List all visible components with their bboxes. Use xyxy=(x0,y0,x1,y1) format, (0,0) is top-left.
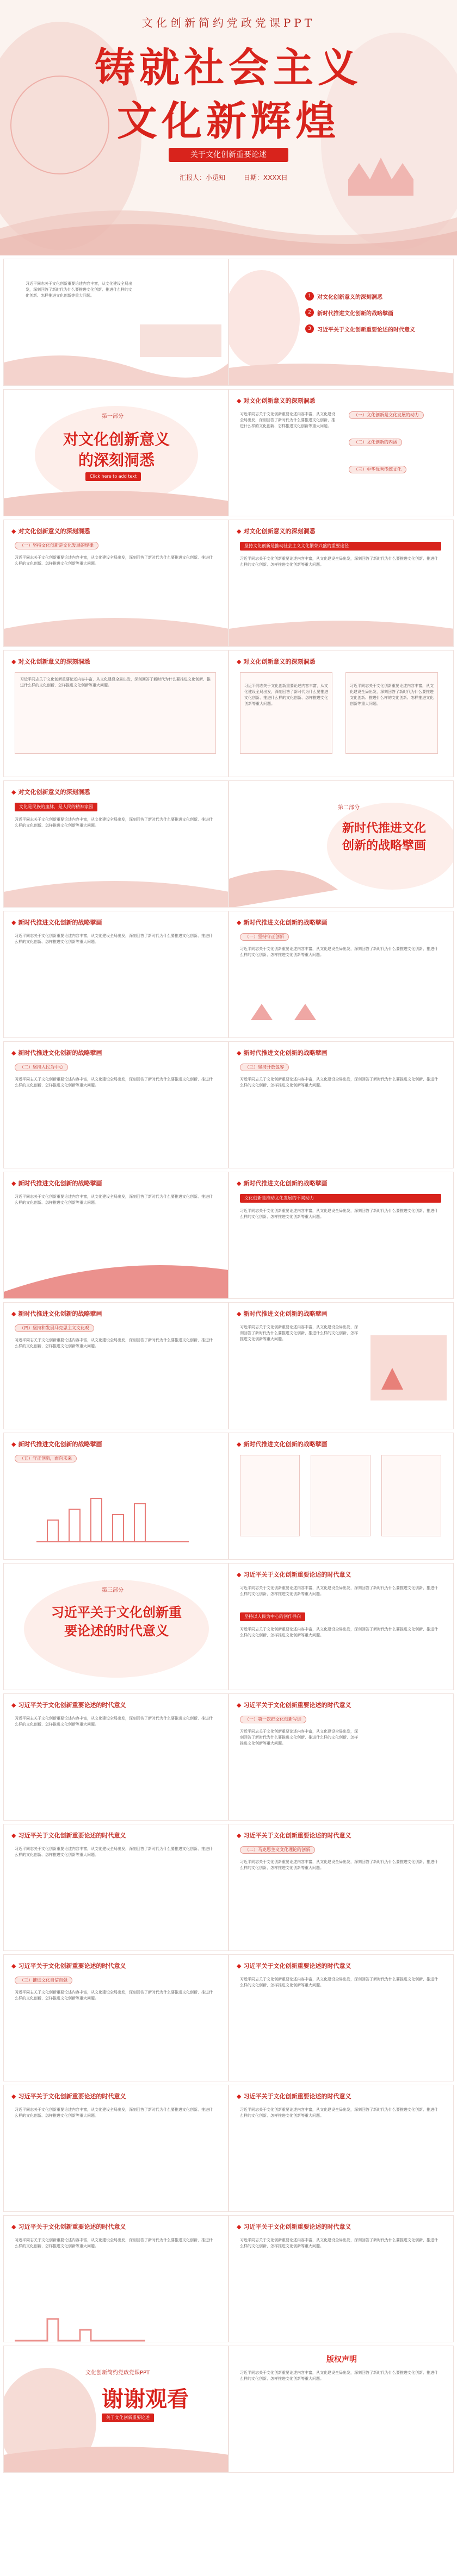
slide-2-1 xyxy=(3,911,228,1038)
slide-header: ◆ 新时代推进文化创新的战略擘画 xyxy=(237,1048,327,1057)
slide-3-3 xyxy=(228,1693,454,1821)
slide-3-8 xyxy=(3,2085,228,2212)
slide-pill: （三）推进文化自信自强 xyxy=(15,1977,72,1984)
slide-header: ◆ 习近平关于文化创新重要论述的时代意义 xyxy=(237,1831,351,1840)
slide-header: ◆ 新时代推进文化创新的战略擘画 xyxy=(237,1179,327,1187)
toc-num-2: 2 xyxy=(305,308,314,317)
slide-paragraph: 习近平同志关于文化创新重要论述内容丰富，从文化建设全局出发，深刻回答了新时代为什么要推进文化创新、推进什么样的文化创新、怎样推进文化创新等重大问题。 xyxy=(15,2238,213,2248)
slide-part3 xyxy=(3,1563,228,1690)
slide-redbar: 坚持以人民为中心的创作导向 xyxy=(240,1612,305,1621)
slide-paragraph: 习近平同志关于文化创新重要论述内容丰富，从文化建设全局出发，深刻回答了新时代为什么要推进文化创新、推进什么样的文化创新、怎样推进文化创新等重大问题。 xyxy=(240,1627,438,1637)
thanks-tag: 关于文化创新重要论述 xyxy=(102,2414,154,2422)
slide-paragraph: 习近平同志关于文化创新重要论述内容丰富，从文化建设全局出发，深刻回答了新时代为什么要推进文化创新、推进什么样的文化创新、怎样推进文化创新等重大问题。 xyxy=(240,1586,438,1596)
slide-thanks xyxy=(3,2346,228,2473)
toc-item-3[interactable]: 习近平关于文化创新重要论述的时代意义 xyxy=(317,327,415,333)
part1-title1: 对文化创新意义 xyxy=(63,430,170,448)
slide-paragraph: 习近平同志关于文化创新重要论述内容丰富，从文化建设全局出发，深刻回答了新时代为什么要推进文化创新、推进什么样的文化创新、怎样推进文化创新等重大问题。 xyxy=(240,1325,358,1341)
slide-header: ◆ 习近平关于文化创新重要论述的时代意义 xyxy=(11,1961,126,1970)
slide-header: ◆ 习近平关于文化创新重要论述的时代意义 xyxy=(237,1700,351,1709)
slide-header: ◆ 对文化创新意义的深刻洞悉 xyxy=(11,527,90,535)
content-box xyxy=(240,1455,300,1536)
slide-1-4 xyxy=(3,650,228,777)
slide-1-5 xyxy=(228,650,454,777)
slide-paragraph: 习近平同志关于文化创新重要论述内容丰富，从文化建设全局出发，深刻回答了新时代为什么要推进文化创新、推进什么样的文化创新、怎样推进文化创新等重大问题。 xyxy=(240,412,335,428)
slide-2-10 xyxy=(228,1433,454,1560)
slide-3-11 xyxy=(228,2215,454,2342)
slide-2-9 xyxy=(3,1433,228,1560)
slide-1-2 xyxy=(3,520,228,647)
intro-paragraph: 习近平同志关于文化创新重要论述内容丰富，从文化建设全局出发，深刻回答了新时代为什么要推进文化创新、推进什么样的文化创新、怎样推进文化创新等重大问题。 xyxy=(26,282,132,298)
slide-paragraph: 习近平同志关于文化创新重要论述内容丰富，从文化建设全局出发，深刻回答了新时代为什么要推进文化创新、推进什么样的文化创新、怎样推进文化创新等重大问题。 xyxy=(15,817,213,828)
part3-title1: 习近平关于文化创新重 xyxy=(51,1604,182,1620)
slide-pill: （二）马克思主义文化理论的创新 xyxy=(240,1846,315,1854)
slide-header: ◆ 习近平关于文化创新重要论述的时代意义 xyxy=(237,2092,351,2100)
cover-title-line2: 文化新辉煌 xyxy=(117,98,340,145)
slide-header: ◆ 习近平关于文化创新重要论述的时代意义 xyxy=(11,2222,126,2231)
slide-header: ◆ 新时代推进文化创新的战略擘画 xyxy=(11,1179,102,1187)
slide-paragraph: 习近平同志关于文化创新重要论述内容丰富，从文化建设全局出发，深刻回答了新时代为什么要推进文化创新、推进什么样的文化创新、怎样推进文化创新等重大问题。 xyxy=(240,2108,438,2118)
slide-header: ◆ 对文化创新意义的深刻洞悉 xyxy=(237,527,315,535)
slide-toc xyxy=(228,259,454,386)
slide-3-7 xyxy=(228,1954,454,2081)
slide-paragraph: 习近平同志关于文化创新重要论述内容丰富，从文化建设全局出发，深刻回答了新时代为什么要推进文化创新、推进什么样的文化创新、怎样推进文化创新等重大问题。 xyxy=(15,555,213,566)
slide-header: ◆ 新时代推进文化创新的战略擘画 xyxy=(11,1440,102,1448)
slide-paragraph: 习近平同志关于文化创新重要论述内容丰富，从文化建设全局出发，深刻回答了新时代为什么要推进文化创新、推进什么样的文化创新、怎样推进文化创新等重大问题。 xyxy=(15,934,213,944)
slide-pill: （四）坚持和发展马克思主义文化观 xyxy=(15,1324,94,1332)
slide-paragraph: 习近平同志关于文化创新重要论述内容丰富，从文化建设全局出发，深刻回答了新时代为什么要推进文化创新、推进什么样的文化创新、怎样推进文化创新等重大问题。 xyxy=(244,684,328,706)
slide-paragraph: 习近平同志关于文化创新重要论述内容丰富，从文化建设全局出发，深刻回答了新时代为什么要推进文化创新、推进什么样的文化创新、怎样推进文化创新等重大问题。 xyxy=(240,1977,438,1987)
slide-paragraph: 习近平同志关于文化创新重要论述内容丰富，从文化建设全局出发，深刻回答了新时代为什么要推进文化创新、推进什么样的文化创新、怎样推进文化创新等重大问题。 xyxy=(15,1716,213,1727)
slide-pill: （一）坚持守正创新 xyxy=(240,933,289,941)
slide-3-9 xyxy=(228,2085,454,2212)
slide-paragraph: 习近平同志关于文化创新重要论述内容丰富，从文化建设全局出发，深刻回答了新时代为什么要推进文化创新、推进什么样的文化创新、怎样推进文化创新等重大问题。 xyxy=(240,2238,438,2248)
slide-1-1 xyxy=(228,389,454,516)
slide-header: ◆ 习近平关于文化创新重要论述的时代意义 xyxy=(11,1700,126,1709)
slide-redbar: 坚持文化创新是推动社会主义文化繁荣兴盛的重要途径 xyxy=(240,542,441,551)
cover-tag: 关于文化创新重要论述 xyxy=(169,148,288,162)
slide-part1 xyxy=(3,389,228,516)
slide-3-6 xyxy=(3,1954,228,2081)
slide-3-10 xyxy=(3,2215,228,2342)
slide-header: ◆ 新时代推进文化创新的战略擘画 xyxy=(237,1440,327,1448)
slide-copyright xyxy=(228,2346,454,2473)
cover-title-line1: 铸就社会主义 xyxy=(95,45,362,91)
copyright-paragraph: 习近平同志关于文化创新重要论述内容丰富，从文化建设全局出发，深刻回答了新时代为什么要推进文化创新、推进什么样的文化创新、怎样推进文化创新等重大问题。 xyxy=(240,2371,438,2381)
slide-header: ◆ 习近平关于文化创新重要论述的时代意义 xyxy=(237,1570,351,1579)
part3-title2: 要论述的时代意义 xyxy=(64,1623,169,1639)
part3-label: 第三部分 xyxy=(102,1587,123,1593)
slide-pill: （一）第一次把文化创新写进 xyxy=(240,1716,306,1723)
slide-paragraph: 习近平同志关于文化创新重要论述内容丰富，从文化建设全局出发，深刻回答了新时代为什么要推进文化创新、推进什么样的文化创新、怎样推进文化创新等重大问题。 xyxy=(240,1077,438,1087)
slide-paragraph: 习近平同志关于文化创新重要论述内容丰富，从文化建设全局出发，深刻回答了新时代为什么要推进文化创新、推进什么样的文化创新、怎样推进文化创新等重大问题。 xyxy=(15,1338,213,1348)
slide-header: ◆ 习近平关于文化创新重要论述的时代意义 xyxy=(11,1831,126,1840)
slide-paragraph: 习近平同志关于文化创新重要论述内容丰富，从文化建设全局出发，深刻回答了新时代为什么要推进文化创新、推进什么样的文化创新、怎样推进文化创新等重大问题。 xyxy=(15,1847,213,1857)
toc-num-3: 3 xyxy=(305,324,314,333)
slide-header: ◆ 对文化创新意义的深刻洞悉 xyxy=(237,396,315,405)
part2-title1: 新时代推进文化 xyxy=(342,821,426,835)
slide-2-6 xyxy=(228,1172,454,1299)
slide-3-2 xyxy=(3,1693,228,1821)
slide-paragraph: 习近平同志关于文化创新重要论述内容丰富，从文化建设全局出发，深刻回答了新时代为什么要推进文化创新、推进什么样的文化创新、怎样推进文化创新等重大问题。 xyxy=(240,1860,438,1870)
slide-header: ◆ 对文化创新意义的深刻洞悉 xyxy=(237,657,315,666)
slide-header: ◆ 对文化创新意义的深刻洞悉 xyxy=(11,657,90,666)
slide-3-1 xyxy=(228,1563,454,1690)
content-box xyxy=(311,1455,370,1536)
slide-header: ◆ 新时代推进文化创新的战略擘画 xyxy=(11,1309,102,1318)
slide-paragraph: 习近平同志关于文化创新重要论述内容丰富，从文化建设全局出发，深刻回答了新时代为什么要推进文化创新、推进什么样的文化创新、怎样推进文化创新等重大问题。 xyxy=(240,1209,438,1219)
slide-header: ◆ 习近平关于文化创新重要论述的时代意义 xyxy=(11,2092,126,2100)
slide-pill: （五）守正创新，面向未来 xyxy=(15,1455,77,1462)
slide-3-4 xyxy=(3,1824,228,1951)
slide-2-7 xyxy=(3,1302,228,1429)
slide-2-2 xyxy=(228,911,454,1038)
slide-pill: （三）中华优秀传统文化 xyxy=(349,466,406,473)
slide-paragraph: 习近平同志关于文化创新重要论述内容丰富，从文化建设全局出发，深刻回答了新时代为什么要推进文化创新、推进什么样的文化创新、怎样推进文化创新等重大问题。 xyxy=(240,557,438,567)
slide-1-6 xyxy=(3,780,228,908)
slide-2-4 xyxy=(228,1041,454,1168)
slide-header: ◆ 习近平关于文化创新重要论述的时代意义 xyxy=(237,2222,351,2231)
slide-3-5 xyxy=(228,1824,454,1951)
slide-paragraph: 习近平同志关于文化创新重要论述内容丰富，从文化建设全局出发，深刻回答了新时代为什么要推进文化创新、推进什么样的文化创新、怎样推进文化创新等重大问题。 xyxy=(20,677,211,687)
slide-2-3 xyxy=(3,1041,228,1168)
part2-label: 第二部分 xyxy=(338,805,360,811)
slide-2-5 xyxy=(3,1172,228,1299)
slide-header: ◆ 新时代推进文化创新的战略擘画 xyxy=(237,1309,327,1318)
cover-meta xyxy=(180,173,304,182)
slide-header: ◆ 对文化创新意义的深刻洞悉 xyxy=(11,787,90,796)
slide-pill: （二）文化创新的内涵 xyxy=(349,439,402,446)
toc-item-1[interactable]: 对文化创新意义的深刻洞悉 xyxy=(317,295,382,301)
slide-pill: （一）文化创新是文化发展的动力 xyxy=(349,411,424,419)
toc-item-2[interactable]: 新时代推进文化创新的战略擘画 xyxy=(317,311,393,317)
copyright-title: 版权声明 xyxy=(326,2355,357,2364)
slide-header: ◆ 新时代推进文化创新的战略擘画 xyxy=(11,1048,102,1057)
part1-sub: Click here to add text xyxy=(85,472,141,481)
part1-label: 第一部分 xyxy=(102,414,123,420)
slide-2-8 xyxy=(228,1302,454,1429)
toc-num-1: 1 xyxy=(305,292,314,301)
part2-title2: 创新的战略擘画 xyxy=(342,839,426,853)
slide-1-3 xyxy=(228,520,454,647)
slide-intro xyxy=(3,259,228,386)
part1-title2: 的深刻洞悉 xyxy=(78,451,155,469)
slide-header: ◆ 新时代推进文化创新的战略擘画 xyxy=(11,918,102,927)
slide-pill: （三）坚持开放包容 xyxy=(240,1064,289,1071)
slide-header: ◆ 新时代推进文化创新的战略擘画 xyxy=(237,918,327,927)
slide-redbar: 文化创新是推动文化发展的不竭动力 xyxy=(240,1194,441,1203)
slide-paragraph: 习近平同志关于文化创新重要论述内容丰富，从文化建设全局出发，深刻回答了新时代为什么要推进文化创新、推进什么样的文化创新、怎样推进文化创新等重大问题。 xyxy=(15,1077,213,1087)
slide-pill: （一）坚持文化创新是文化发展的规律 xyxy=(15,542,98,549)
cover-slide xyxy=(0,0,457,255)
slide-pill: （二）坚持人民为中心 xyxy=(15,1064,68,1071)
content-box xyxy=(381,1455,441,1536)
date-label: 日期：XXXX日 xyxy=(243,174,288,182)
slide-part2 xyxy=(228,780,454,908)
thanks-title: 谢谢观看 xyxy=(102,2386,189,2412)
slide-header: ◆ 习近平关于文化创新重要论述的时代意义 xyxy=(237,1961,351,1970)
cover-top-title: 文化创新简约党政党课PPT xyxy=(141,16,316,29)
slide-paragraph: 习近平同志关于文化创新重要论述内容丰富，从文化建设全局出发，深刻回答了新时代为什么要推进文化创新、推进什么样的文化创新、怎样推进文化创新等重大问题。 xyxy=(15,1195,213,1205)
slide-paragraph: 习近平同志关于文化创新重要论述内容丰富，从文化建设全局出发，深刻回答了新时代为什么要推进文化创新、推进什么样的文化创新、怎样推进文化创新等重大问题。 xyxy=(15,2108,213,2118)
slide-paragraph: 习近平同志关于文化创新重要论述内容丰富，从文化建设全局出发，深刻回答了新时代为什么要推进文化创新、推进什么样的文化创新、怎样推进文化创新等重大问题。 xyxy=(350,684,434,706)
slide-redbar: 文化是民族的血脉，是人民的精神家园 xyxy=(15,803,97,811)
thanks-top: 文化创新简约党政党课PPT xyxy=(85,2370,150,2376)
slide-paragraph: 习近平同志关于文化创新重要论述内容丰富，从文化建设全局出发，深刻回答了新时代为什么要推进文化创新、推进什么样的文化创新、怎样推进文化创新等重大问题。 xyxy=(240,1729,358,1746)
reporter-label: 汇报人：小觅知 xyxy=(180,174,226,182)
slide-paragraph: 习近平同志关于文化创新重要论述内容丰富，从文化建设全局出发，深刻回答了新时代为什么要推进文化创新、推进什么样的文化创新、怎样推进文化创新等重大问题。 xyxy=(240,947,438,957)
slide-paragraph: 习近平同志关于文化创新重要论述内容丰富，从文化建设全局出发，深刻回答了新时代为什么要推进文化创新、推进什么样的文化创新、怎样推进文化创新等重大问题。 xyxy=(15,1990,213,2000)
